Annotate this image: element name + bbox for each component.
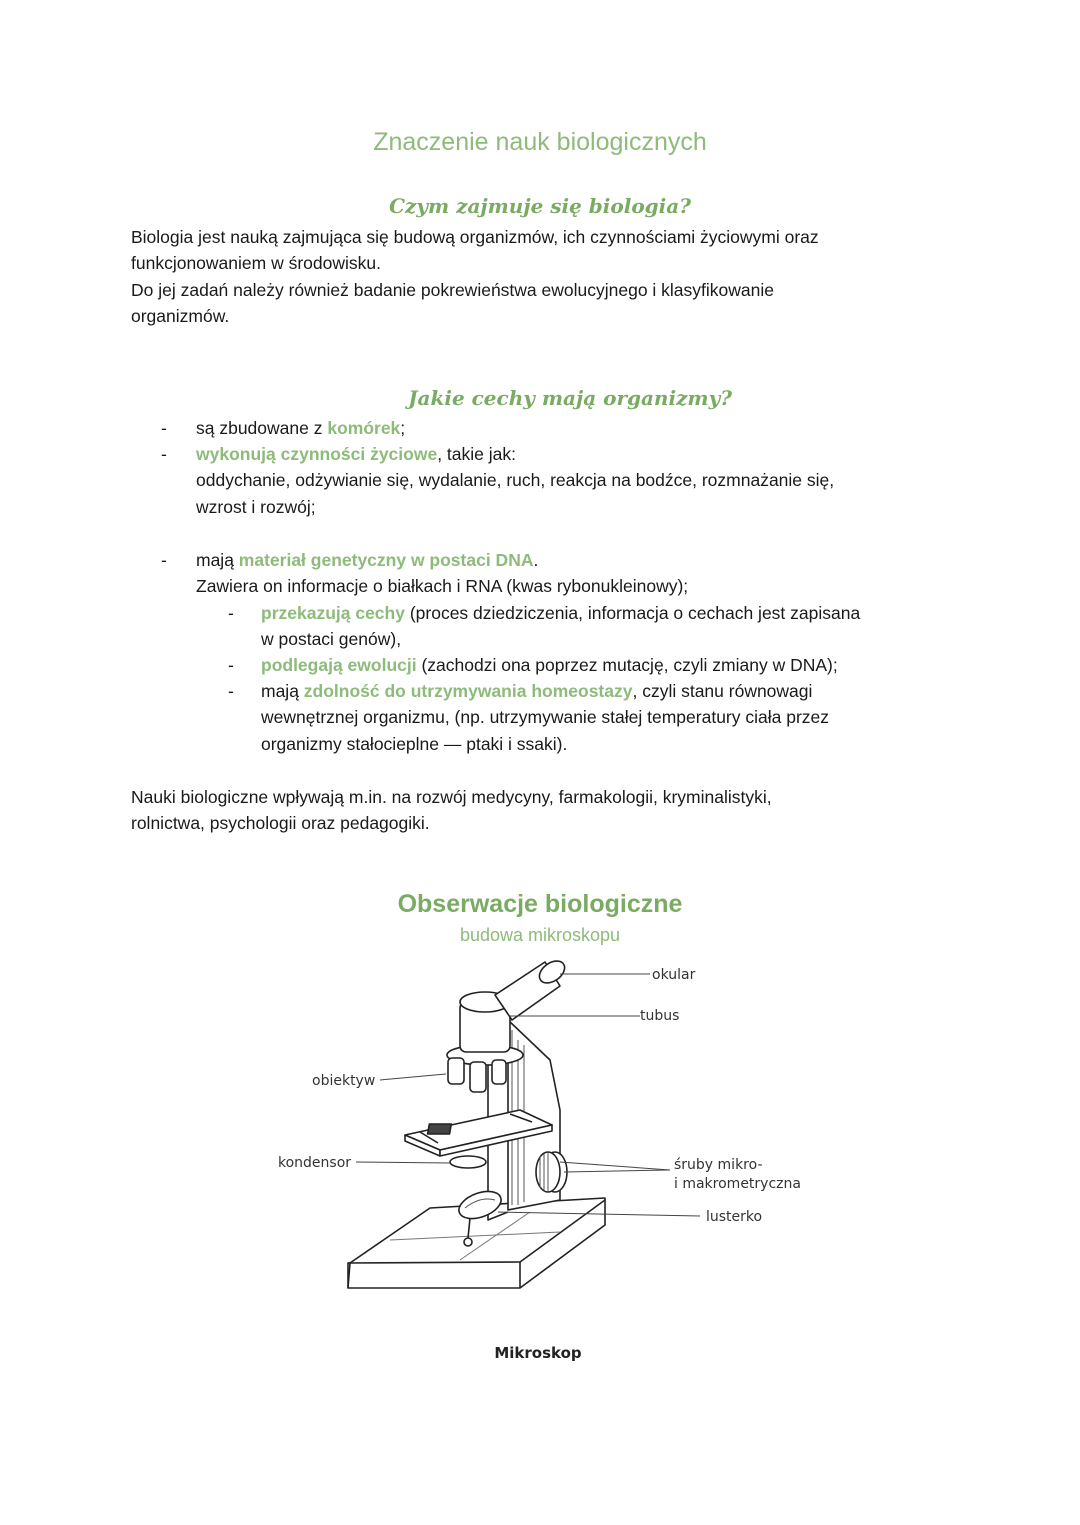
sublist-dash: - bbox=[228, 681, 234, 701]
text: są zbudowane z bbox=[196, 418, 328, 438]
section-heading-features: Jakie cechy mają organizmy? bbox=[408, 386, 732, 410]
highlight-life-functions: wykonują czynności życiowe bbox=[196, 444, 438, 464]
label-objective: obiektyw bbox=[312, 1073, 376, 1089]
label-mirror: lusterko bbox=[706, 1209, 763, 1225]
text-line: Biologia jest nauką zajmująca się budową organizmów, ich czynnościami życiowymi oraz bbox=[131, 227, 819, 247]
list-item-dna bbox=[196, 547, 956, 600]
page-title: Znaczenie nauk biologicznych bbox=[373, 128, 707, 156]
observations-title: Obserwacje biologiczne bbox=[397, 890, 683, 918]
sublist-dash: - bbox=[228, 603, 234, 623]
text-line: wzrost i rozwój; bbox=[196, 496, 316, 517]
text-line: Do jej zadań należy również badanie pokrewieństwa ewolucyjnego i klasyfikowanie bbox=[131, 279, 774, 300]
list-dash: - bbox=[161, 550, 167, 570]
text: (proces dziedziczenia, informacja o cechach jest zapisana bbox=[404, 603, 861, 623]
text-line: oddychanie, odżywianie się, wydalanie, ruch, reakcja na bodźce, rozmnażanie się, bbox=[196, 470, 835, 491]
label-eyepiece: okular bbox=[652, 967, 696, 983]
text: mają bbox=[196, 550, 239, 570]
list-item-cells bbox=[196, 415, 956, 441]
highlight-evolution: podlegają ewolucji bbox=[261, 655, 417, 675]
highlight-dna: materiał genetyczny w postaci DNA bbox=[238, 550, 534, 570]
list-item-life-functions bbox=[196, 441, 956, 520]
observations-subtitle: budowa mikroskopu bbox=[459, 925, 621, 945]
text-line: w postaci genów), bbox=[261, 629, 402, 650]
text: , czyli stanu równowagi bbox=[632, 681, 813, 701]
sublist-item-evolution bbox=[261, 652, 961, 678]
text-line: rolnictwa, psychologii oraz pedagogiki. bbox=[131, 813, 430, 834]
highlight-cells: komórek bbox=[327, 418, 401, 438]
highlight-heredity: przekazują cechy bbox=[261, 603, 405, 623]
text-line: organizmy stałocieplne — ptaki i ssaki). bbox=[261, 733, 568, 754]
label-screws-line2: i makrometryczna bbox=[674, 1176, 801, 1192]
text-line: funkcjonowaniem w środowisku. bbox=[131, 253, 381, 274]
text-line: organizmów. bbox=[131, 305, 230, 326]
sublist-item-homeostasis bbox=[261, 678, 961, 757]
text: mają bbox=[261, 681, 304, 701]
paragraph-definition bbox=[131, 224, 951, 329]
text-line: wewnętrznej organizmu, (np. utrzymywanie stałej temperatury ciała przez bbox=[261, 707, 830, 728]
list-dash: - bbox=[161, 418, 167, 438]
text: (zachodzi ona poprzez mutację, czyli zmiany w DNA); bbox=[416, 655, 838, 675]
diagram-caption: Mikroskop bbox=[494, 1344, 582, 1362]
label-tube: tubus bbox=[640, 1008, 680, 1024]
text-line: Nauki biologiczne wpływają m.in. na rozwój medycyny, farmakologii, kryminalistyki, bbox=[131, 787, 772, 807]
microscope-diagram bbox=[260, 950, 820, 1370]
paragraph-closing bbox=[131, 784, 951, 837]
section-heading-biology: Czym zajmuje się biologia? bbox=[389, 194, 691, 218]
text: ; bbox=[400, 418, 406, 438]
label-condenser: kondensor bbox=[278, 1155, 352, 1171]
sublist-item-heredity bbox=[261, 600, 961, 653]
text-line: Zawiera on informacje o białkach i RNA (kwas rybonukleinowy); bbox=[196, 576, 689, 597]
highlight-homeostasis: zdolność do utrzymywania homeostazy bbox=[303, 681, 633, 701]
text: . bbox=[533, 550, 539, 570]
text: , takie jak: bbox=[437, 444, 516, 464]
list-dash: - bbox=[161, 444, 167, 464]
label-screws-line1: śruby mikro- bbox=[674, 1157, 763, 1173]
sublist-dash: - bbox=[228, 655, 234, 675]
